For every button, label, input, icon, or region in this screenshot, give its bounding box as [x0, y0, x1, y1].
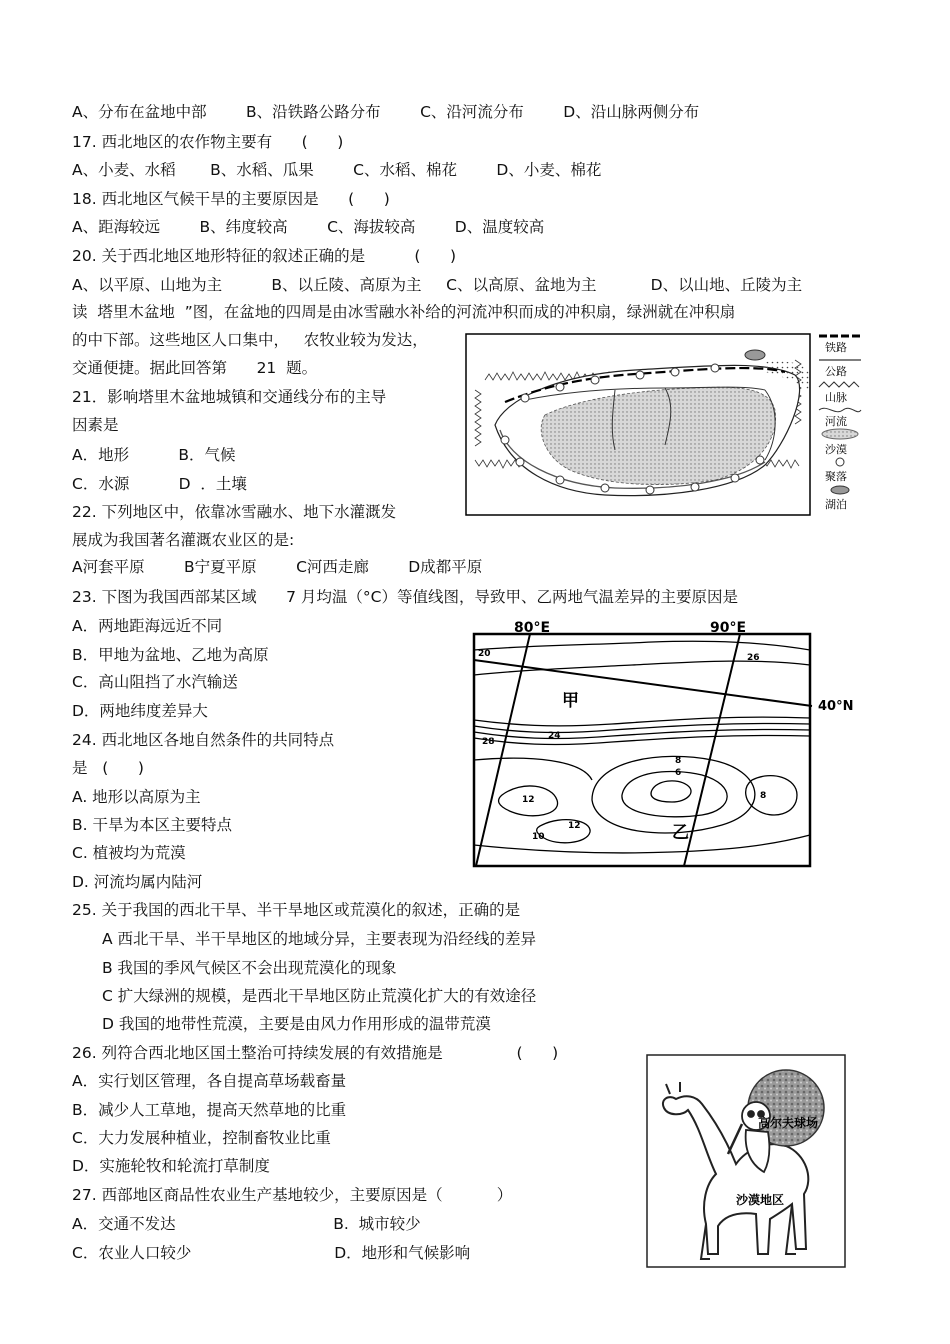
desert-golf-cartoon	[646, 1054, 846, 1268]
place-jia: 甲	[562, 691, 579, 711]
q25-option-b: B 我国的季风气候区不会出现荒漠化的现象	[102, 959, 397, 977]
q26-option-a: A．实行划区管理，各自提高草场载畜量	[72, 1072, 347, 1090]
lat-label-40n: 40°N	[818, 699, 854, 714]
q23-option-b: B．甲地为盆地、乙地为高原	[72, 646, 269, 664]
tarim-intro-1: 读 塔里木盆地 ”图，在盆地的四周是由冰雪融水补给的河流冲积而成的冲积扇，绿洲就在冲积扇	[72, 303, 736, 321]
iso-value: 24	[548, 731, 561, 741]
q24-option-d: D. 河流均属内陆河	[72, 873, 203, 891]
lake-icon	[745, 350, 765, 360]
place-yi: 乙	[672, 823, 689, 843]
iso-value: 10	[532, 832, 545, 842]
q23-option-c: C．高山阻挡了水汽输送	[72, 673, 238, 691]
q21-stem-cont: 因素是	[72, 416, 119, 434]
label-golf-course: 高尔夫球场	[758, 1116, 819, 1130]
q18-options: A、距海较远 B、纬度较高 C、海拔较高 D、温度较高	[72, 218, 545, 236]
q22-stem: 22. 下列地区中，依靠冰雪融水、地下水灌溉发	[72, 503, 397, 521]
tarim-intro-2: 的中下部。这些地区人口集中， 农牧业较为发达，	[72, 331, 428, 349]
legend-railway: 铁路	[825, 341, 847, 354]
iso-value: 8	[760, 791, 767, 801]
legend-highway: 公路	[825, 365, 847, 378]
label-desert-area: 沙漠地区	[736, 1193, 785, 1207]
lon-label-80: 80°E	[514, 620, 551, 636]
isotherm-drawing	[472, 620, 872, 870]
q20-options: A、以平原、山地为主 B、以丘陵、高原为主 C、以高原、盆地为主 D、以山地、丘陵为主	[72, 276, 803, 294]
iso-value: 8	[675, 756, 682, 766]
legend-mountain: 山脉	[825, 391, 847, 404]
q26-stem: 26. 列符合西北地区国土整治可持续发展的有效措施是 ( )	[72, 1044, 559, 1062]
iso-value: 28	[482, 737, 495, 747]
q27-options-ab: A．交通不发达 B. 城市较少	[72, 1215, 421, 1233]
legend-river: 河流	[825, 415, 847, 428]
tarim-map-drawing	[465, 330, 865, 516]
q24-option-a: A. 地形以高原为主	[72, 788, 201, 806]
q22-options: A河套平原 B宁夏平原 C河西走廊 D成都平原	[72, 558, 483, 576]
iso-value: 20	[478, 649, 491, 659]
q23-option-a: A．两地距海远近不同	[72, 617, 223, 635]
q23-option-d: D．两地纬度差异大	[72, 702, 208, 720]
tarim-intro-3: 交通便捷。据此回答第 21 题。	[72, 359, 318, 377]
q27-options-cd: C．农业人口较少 D．地形和气候影响	[72, 1244, 471, 1262]
q17-stem: 17. 西北地区的农作物主要有 ( )	[72, 133, 344, 151]
map-legend	[819, 336, 861, 511]
q25-option-a: A 西北干旱、半干旱地区的地域分异，主要表现为沿经线的差异	[102, 930, 537, 948]
q24-option-c: C. 植被均为荒漠	[72, 844, 186, 862]
iso-value: 12	[568, 821, 581, 831]
q25-option-c: C 扩大绿洲的规模，是西北干旱地区防止荒漠化扩大的有效途径	[102, 987, 537, 1005]
q21-stem: 21．影响塔里木盆地城镇和交通线分布的主导	[72, 388, 387, 406]
cartoon-drawing	[646, 1054, 846, 1268]
tarim-basin-map	[465, 330, 865, 516]
q18-stem: 18. 西北地区气候干旱的主要原因是 ( )	[72, 190, 390, 208]
iso-value: 12	[522, 795, 535, 805]
q24-stem-cont: 是 ( )	[72, 759, 144, 777]
q26-option-c: C．大力发展种植业，控制畜牧业比重	[72, 1129, 331, 1147]
q26-option-b: B．减少人工草地，提高天然草地的比重	[72, 1101, 347, 1119]
q24-option-b: B. 干旱为本区主要特点	[72, 816, 232, 834]
q26-option-d: D．实施轮牧和轮流打草制度	[72, 1157, 270, 1175]
q23-stem: 23. 下图为我国西部某区域 7 月均温（°C）等值线图，导致甲、乙两地气温差异的主要原因是	[72, 588, 739, 606]
legend-settlement: 聚落	[825, 470, 847, 483]
q24-stem: 24. 西北地区各地自然条件的共同特点	[72, 731, 335, 749]
q17-options: A、小麦、水稻 B、水稻、瓜果 C、水稻、棉花 D、小麦、棉花	[72, 161, 602, 179]
q20-stem: 20. 关于西北地区地形特征的叙述正确的是 ( )	[72, 247, 457, 265]
q25-stem: 25. 关于我国的西北干旱、半干旱地区或荒漠化的叙述，正确的是	[72, 901, 521, 919]
q25-option-d: D 我国的地带性荒漠，主要是由风力作用形成的温带荒漠	[102, 1015, 491, 1033]
q21-options-cd: C．水源 D ．土壤	[72, 475, 247, 493]
legend-desert: 沙漠	[825, 443, 847, 456]
q16-options: A、分布在盆地中部 B、沿铁路公路分布 C、沿河流分布 D、沿山脉两侧分布	[72, 103, 700, 121]
q27-stem: 27. 西部地区商品性农业生产基地较少，主要原因是（ ）	[72, 1186, 513, 1204]
iso-value: 6	[675, 768, 682, 778]
q22-stem-cont: 展成为我国著名灌溉农业区的是:	[72, 531, 295, 549]
lon-label-90: 90°E	[710, 620, 747, 636]
iso-value: 26	[747, 653, 760, 663]
legend-lake: 湖泊	[825, 498, 847, 511]
isotherm-map	[472, 620, 872, 870]
q21-options-ab: A．地形 B．气候	[72, 446, 236, 464]
